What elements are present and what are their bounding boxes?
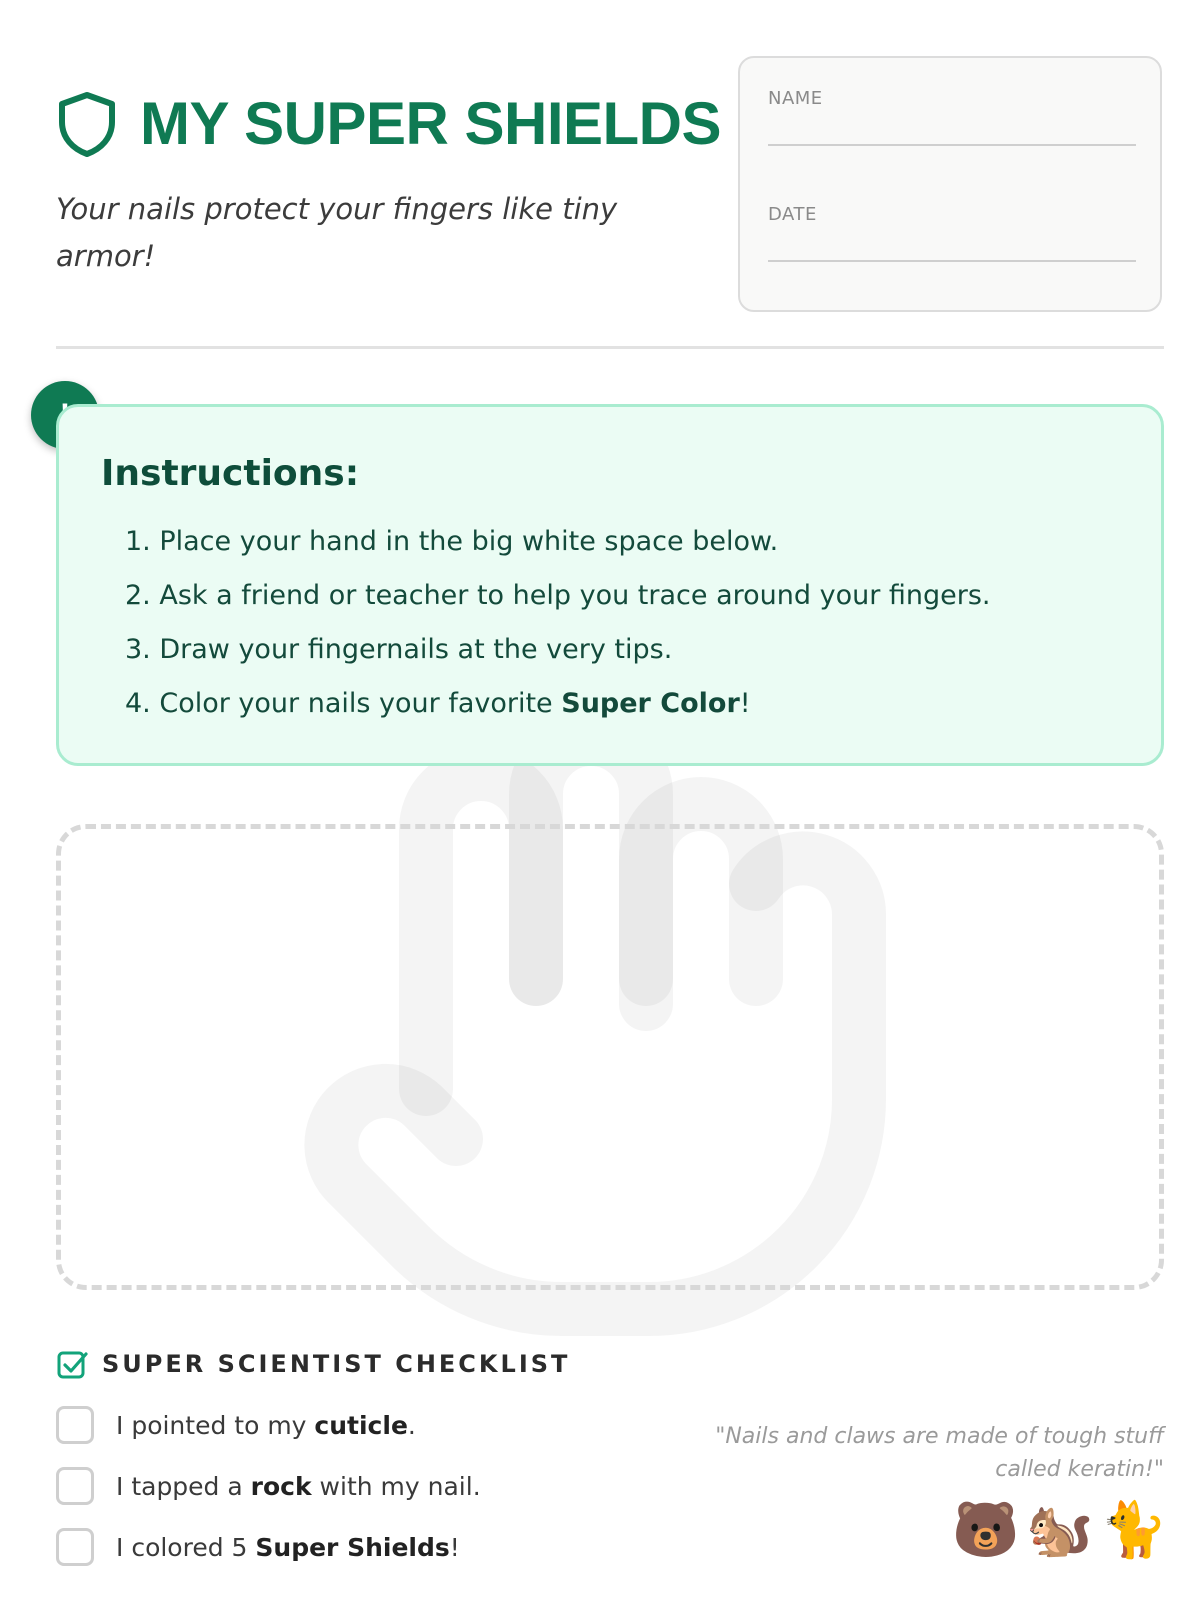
instructions-panel <box>56 404 1164 766</box>
chipmunk-icon: 🐿️ <box>1026 1498 1094 1561</box>
item-bold-text: Super Shields <box>255 1532 450 1562</box>
list-item <box>56 1466 481 1506</box>
cat-icon: 🐈 <box>1100 1498 1168 1561</box>
checkbox[interactable] <box>56 1467 94 1505</box>
item-text: I tapped a <box>116 1471 251 1501</box>
step-text: ! <box>739 688 751 719</box>
page-title: MY SUPER SHIELDS <box>140 90 722 157</box>
name-line <box>768 144 1136 146</box>
step-bold-text: Super Color <box>561 688 740 719</box>
title-row <box>56 90 721 158</box>
checkbox[interactable] <box>56 1406 94 1444</box>
date-line <box>768 260 1136 262</box>
page-subtitle: Your nails protect your fingers like tiny armor! <box>56 192 618 273</box>
list-item <box>56 1527 481 1567</box>
name-field[interactable] <box>768 88 1136 109</box>
checkbox[interactable] <box>56 1528 94 1566</box>
bear-icon: 🐻 <box>952 1498 1020 1561</box>
checkbox-checked-icon <box>56 1348 88 1380</box>
instructions-title: Instructions: <box>101 453 360 494</box>
header-divider <box>56 346 1164 349</box>
instructions-steps <box>125 515 991 731</box>
hand-trace-area[interactable] <box>56 824 1164 1290</box>
item-text: ! <box>449 1532 460 1562</box>
checklist-item-label <box>116 1533 460 1562</box>
animal-icons <box>952 1498 1168 1561</box>
name-label: NAME <box>768 88 823 109</box>
list-item <box>56 1405 481 1445</box>
checklist <box>56 1405 481 1588</box>
checklist-item-label <box>116 1472 481 1501</box>
item-text: . <box>407 1410 416 1440</box>
instruction-step: 1. Place your hand in the big white space below. <box>125 526 779 557</box>
item-bold-text: rock <box>250 1471 312 1501</box>
instruction-step: 3. Draw your fingernails at the very tips. <box>125 634 673 665</box>
item-text: with my nail. <box>311 1471 481 1501</box>
date-label: DATE <box>768 204 817 225</box>
checklist-title: SUPER SCIENTIST CHECKLIST <box>102 1350 571 1378</box>
instruction-step: 2. Ask a friend or teacher to help you trace around your fingers. <box>125 580 991 611</box>
checklist-heading <box>56 1348 570 1380</box>
keratin-fact-quote: "Nails and claws are made of tough stuff called keratin!" <box>715 1424 1164 1482</box>
date-field[interactable] <box>768 204 1136 225</box>
item-text: I colored 5 <box>116 1532 256 1562</box>
shield-icon <box>56 90 118 158</box>
name-date-card <box>738 56 1162 312</box>
instruction-step <box>125 677 991 731</box>
step-text: 4. Color your nails your favorite <box>125 688 562 719</box>
worksheet-header <box>56 56 1164 346</box>
item-text: I pointed to my <box>116 1410 315 1440</box>
item-bold-text: cuticle <box>314 1410 408 1440</box>
checklist-item-label <box>116 1411 416 1440</box>
